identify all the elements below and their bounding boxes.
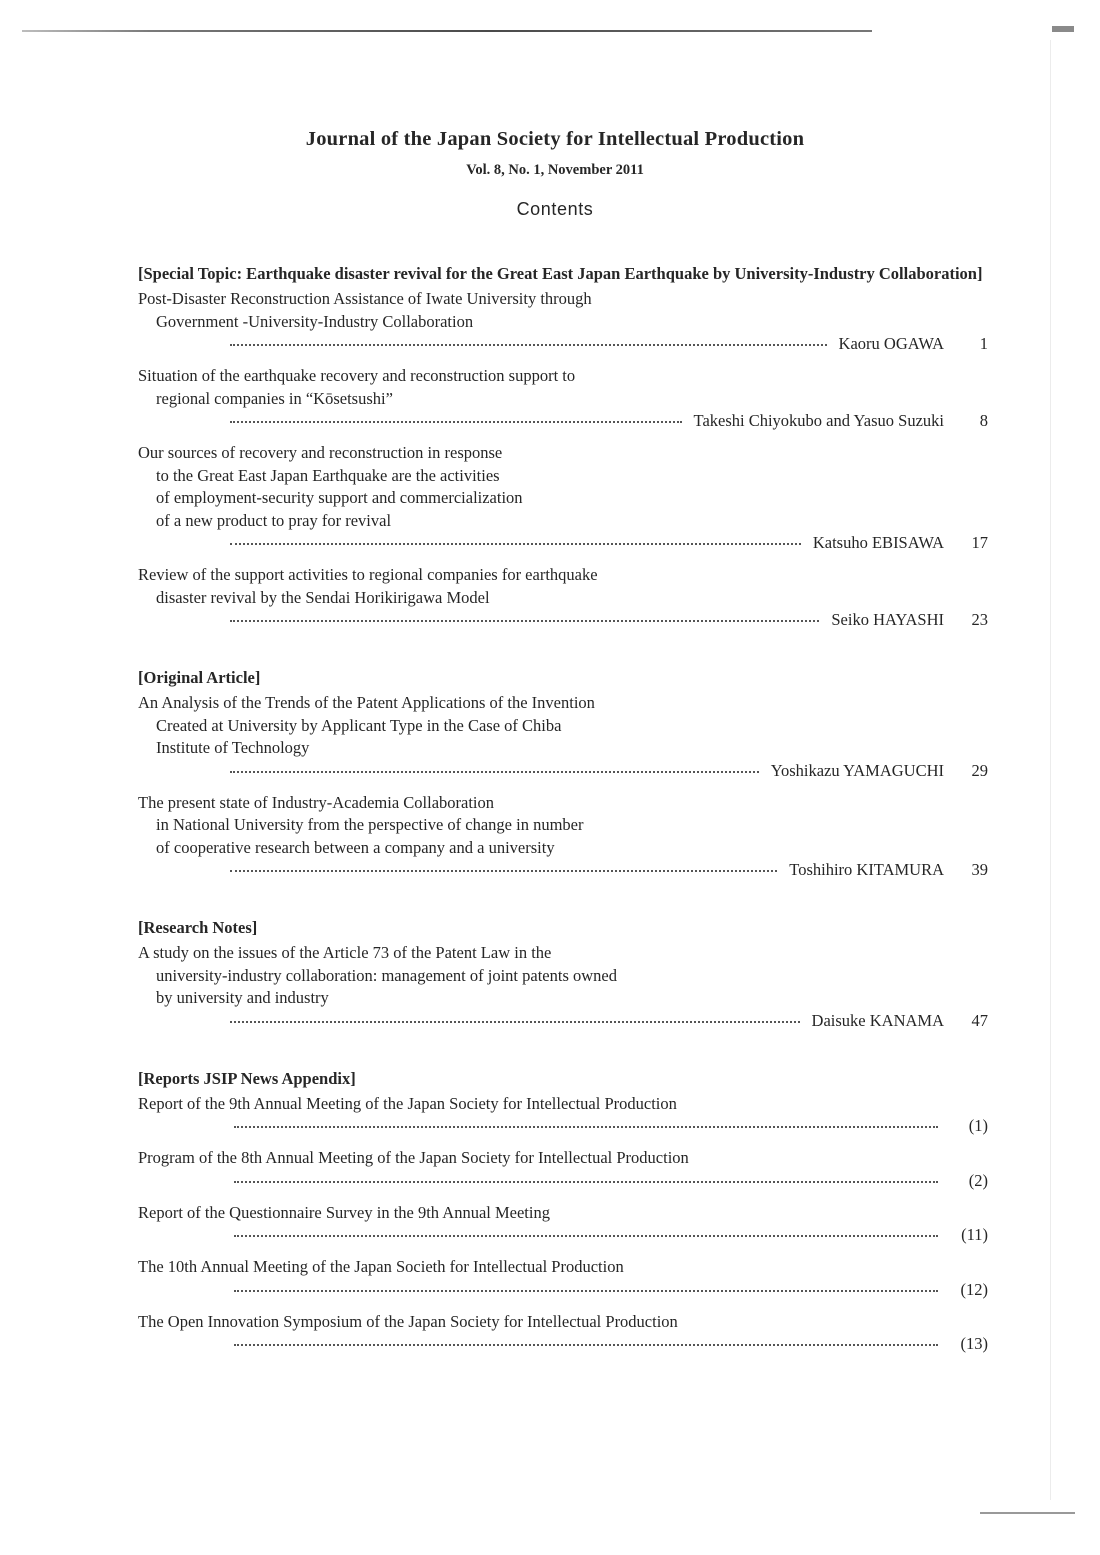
dot-leader [234,1290,938,1292]
toc-section [138,262,988,631]
entry-title [138,1093,988,1116]
entry-title [138,942,988,1010]
entry-title-line: Our sources of recovery and reconstruction in response [138,443,503,462]
dot-leader [234,1126,938,1128]
section-heading: [Research Notes] [138,918,258,937]
dot-leader [230,421,682,423]
entry-title-line: A study on the issues of the Article 73 of the Patent Law in the [138,943,552,962]
entry-leader-row [138,609,988,631]
page-edge [1050,40,1051,1500]
entry-title-line: disaster revival by the Sendai Horikirigawa Model [156,587,490,607]
entry-title [138,1256,988,1279]
bottom-edge-mark [980,1512,1075,1514]
entry-title-line: of a new product to pray for revival [156,510,392,530]
contents-heading: Contents [516,199,594,219]
toc-entry [138,1147,988,1192]
toc-entry [138,1311,988,1356]
entry-title-line: of employment-security support and commercialization [156,488,523,507]
entry-page-number: (13) [960,1334,988,1353]
dot-leader [230,1021,800,1023]
entry-page-number: 17 [971,533,988,552]
entry-title [138,442,988,532]
entry-page-number: (12) [960,1279,988,1299]
entry-author: Katsuho EBISAWA [812,533,944,552]
entry-leader-row [138,333,988,355]
entry-title-line: Situation of the earthquake recovery and reconstruction support to [138,366,576,385]
entry-author: Yoshikazu YAMAGUCHI [770,760,944,780]
entry-page-number: (11) [961,1225,988,1244]
entry-page-number: 47 [971,1010,988,1030]
entry-title-line: The Open Innovation Symposium of the Japan Society for Intellectual Production [138,1311,678,1331]
entry-page-number: 1 [979,334,988,353]
entry-title-line: Post-Disaster Reconstruction Assistance of Iwate University through [138,289,592,308]
entry-page-number: 39 [971,860,988,879]
toc-entry [138,1202,988,1247]
journal-title: Journal of the Japan Society for Intellectual Production [305,128,805,150]
entry-title-line: Government -University-Industry Collaboration [156,311,474,331]
toc-entry [138,564,988,631]
dot-leader [234,1344,938,1346]
entry-author: Toshihiro KITAMURA [789,860,944,879]
entry-page-number: 8 [979,411,988,430]
entry-title [138,365,988,410]
dot-leader [234,1181,938,1183]
entry-title-line: by university and industry [156,988,329,1007]
entry-page-number: 29 [971,760,988,780]
dot-leader [230,620,819,622]
entry-title [138,564,988,609]
entry-title-line: The 10th Annual Meeting of the Japan Societh for Intellectual Production [138,1257,624,1276]
toc-entry [138,792,988,882]
section-heading: [Special Topic: Earthquake disaster revival for the Great East Japan Earthquake by University-Industry Collaboration] [138,264,983,283]
entry-author: Daisuke KANAMA [811,1010,944,1030]
toc-entry [138,288,988,355]
top-rule [22,30,872,32]
entry-leader-row [138,532,988,554]
entry-leader-row [138,1115,988,1137]
dot-leader [230,771,759,773]
entry-title [138,692,988,760]
section-spacer [138,1042,988,1067]
entry-title-line: Created at University by Applicant Type in the Case of Chiba [156,715,562,735]
journal-volume: Vol. 8, No. 1, November 2011 [466,162,644,178]
entry-page-number: (2) [968,1170,988,1190]
dot-leader [234,1235,938,1237]
entry-title-line: to the Great East Japan Earthquake are the activities [156,465,500,485]
toc-entry [138,1093,988,1138]
dot-leader [230,870,777,872]
entry-title [138,288,988,333]
entry-title-line: Review of the support activities to regional companies for earthquake [138,565,598,584]
entry-title [138,1202,988,1225]
entry-leader-row [138,1010,988,1032]
section-spacer [138,891,988,916]
entry-page-number: (1) [968,1116,988,1135]
corner-mark [1052,26,1074,32]
entry-leader-row [138,1224,988,1246]
entry-author: Seiko HAYASHI [831,610,944,629]
entry-title-line: of cooperative research between a company and a university [156,837,555,857]
table-of-contents [138,262,988,1365]
toc-entry [138,942,988,1032]
toc-section [138,666,988,881]
toc-entry [138,692,988,782]
entry-title [138,792,988,860]
entry-leader-row [138,760,988,782]
toc-entry [138,442,988,554]
section-heading: [Reports JSIP News Appendix] [138,1068,356,1088]
entry-title-line: Report of the 9th Annual Meeting of the Japan Society for Intellectual Production [138,1093,677,1113]
entry-author: Kaoru OGAWA [838,334,944,353]
entry-leader-row [138,1333,988,1355]
entry-title [138,1311,988,1334]
entry-page-number: 23 [971,610,988,629]
entry-leader-row [138,859,988,881]
entry-title [138,1147,988,1170]
entry-title-line: The present state of Industry-Academia Collaboration [138,792,495,812]
entry-leader-row [138,1279,988,1301]
entry-title-line: Report of the Questionnaire Survey in the 9th Annual Meeting [138,1202,550,1222]
entry-leader-row [138,1170,988,1192]
section-spacer [138,641,988,666]
entry-title-line: Institute of Technology [156,738,310,757]
dot-leader [230,344,827,346]
toc-section [138,916,988,1032]
entry-author: Takeshi Chiyokubo and Yasuo Suzuki [693,411,944,430]
entry-title-line: university-industry collaboration: management of joint patents owned [156,965,617,985]
entry-title-line: An Analysis of the Trends of the Patent Applications of the Invention [138,693,595,712]
entry-title-line: Program of the 8th Annual Meeting of the Japan Society for Intellectual Production [138,1148,689,1167]
section-heading: [Original Article] [138,668,261,687]
toc-entry [138,365,988,432]
toc-section [138,1067,988,1356]
entry-title-line: in National University from the perspective of change in number [156,815,584,834]
entry-title-line: regional companies in “Kōsetsushi” [156,388,393,408]
entry-leader-row [138,410,988,432]
toc-entry [138,1256,988,1301]
dot-leader [230,543,801,545]
